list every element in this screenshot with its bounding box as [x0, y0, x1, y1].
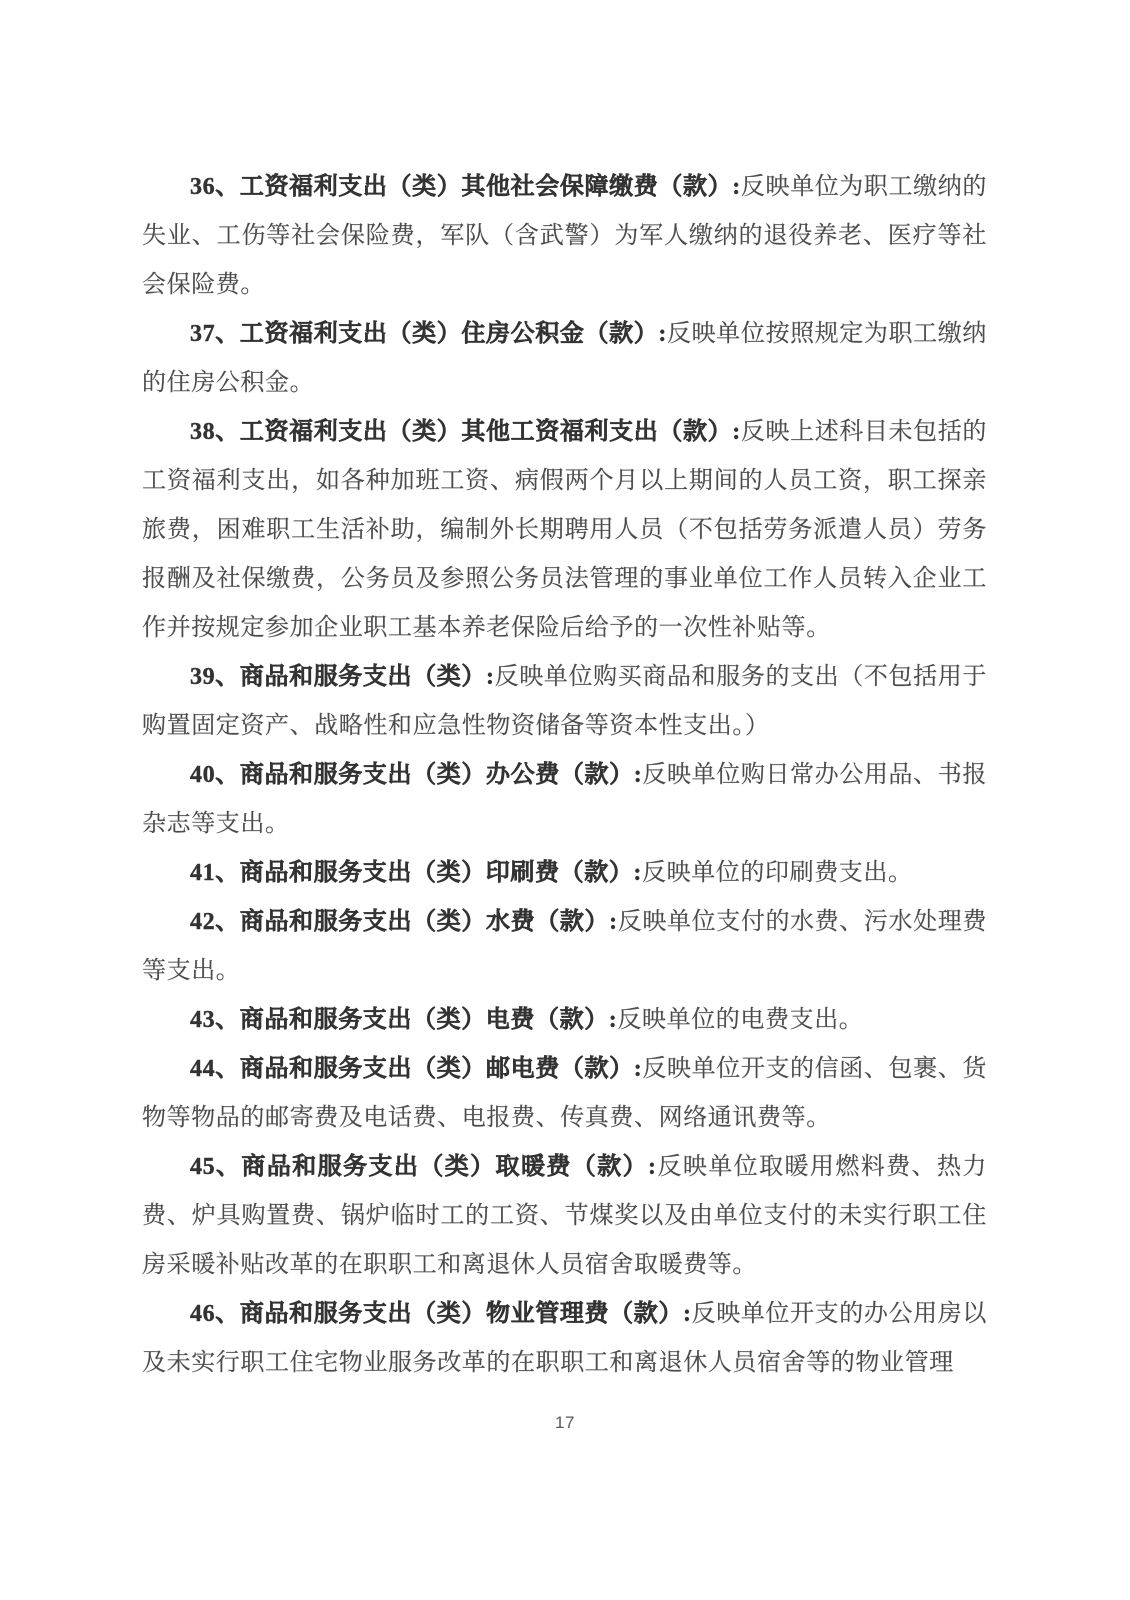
clause-paragraph: [142, 849, 987, 898]
clause-heading: 40、商品和服务支出（类）办公费（款）:: [190, 762, 643, 788]
clause-heading: 44、商品和服务支出（类）邮电费（款）:: [190, 1056, 643, 1082]
clause-heading: 39、商品和服务支出（类）:: [190, 664, 495, 690]
clause-heading: 38、工资福利支出（类）其他工资福利支出（款）:: [190, 419, 741, 445]
clause-heading: 46、商品和服务支出（类）物业管理费（款）:: [190, 1301, 692, 1327]
page-number: 17: [555, 1413, 575, 1432]
clause-text: 反映单位购日常办公用品、书报杂志等支出。: [142, 762, 987, 837]
clause-paragraph: [142, 653, 987, 751]
clause-text: 反映单位为职工缴纳的失业、工伤等社会保险费，军队（含武警）为军人缴纳的退役养老、医疗等社会保险费。: [142, 174, 988, 298]
clause-paragraph: [142, 1045, 987, 1143]
clause-heading: 37、工资福利支出（类）住房公积金（款）:: [190, 321, 667, 347]
clause-text: 反映单位开支的办公用房以及未实行职工住宅物业服务改革的在职职工和离退休人员宿舍等的物业管理: [142, 1301, 987, 1376]
clause-text: 反映上述科目未包括的工资福利支出，如各种加班工资、病假两个月以上期间的人员工资，职工探亲旅费，困难职工生活补助，编制外长期聘用人员（不包括劳务派遣人员）劳务报酬及社保缴费，公务员及参照公务员法管理的事业单位工作人员转入企业工作并按规定参加企业职工基本养老保险后给予的一次性补贴等。: [142, 419, 988, 641]
clause-text: 反映单位的印刷费支出。: [642, 860, 913, 886]
clause-heading: 43、商品和服务支出（类）电费（款）:: [190, 1007, 618, 1033]
clause-paragraph: [142, 408, 987, 653]
clause-paragraph: [142, 898, 987, 996]
clause-paragraph: [142, 751, 987, 849]
clause-paragraph: [142, 163, 987, 310]
clause-heading: 36、工资福利支出（类）其他社会保障缴费（款）:: [190, 174, 741, 200]
clause-heading: 45、商品和服务支出（类）取暖费（款）:: [190, 1154, 657, 1180]
document-body: [142, 163, 987, 1388]
clause-text: 反映单位购买商品和服务的支出（不包括用于购置固定资产、战略性和应急性物资储备等资本性支出。）: [142, 664, 987, 739]
clause-text: 反映单位开支的信函、包裹、货物等物品的邮寄费及电话费、电报费、传真费、网络通讯费等。: [142, 1056, 987, 1131]
clause-paragraph: [142, 1290, 987, 1388]
clause-heading: 42、商品和服务支出（类）水费（款）:: [190, 909, 618, 935]
clause-text: 反映单位支付的水费、污水处理费等支出。: [142, 909, 987, 984]
clause-paragraph: [142, 996, 987, 1045]
clause-heading: 41、商品和服务支出（类）印刷费（款）:: [190, 860, 642, 886]
clause-text: 反映单位取暖用燃料费、热力费、炉具购置费、锅炉临时工的工资、节煤奖以及由单位支付的未实行职工住房采暖补贴改革的在职职工和离退休人员宿舍取暖费等。: [142, 1154, 987, 1278]
clause-paragraph: [142, 1143, 987, 1290]
clause-paragraph: [142, 310, 987, 408]
clause-text: 反映单位按照规定为职工缴纳的住房公积金。: [142, 321, 987, 396]
clause-text: 反映单位的电费支出。: [617, 1007, 864, 1033]
